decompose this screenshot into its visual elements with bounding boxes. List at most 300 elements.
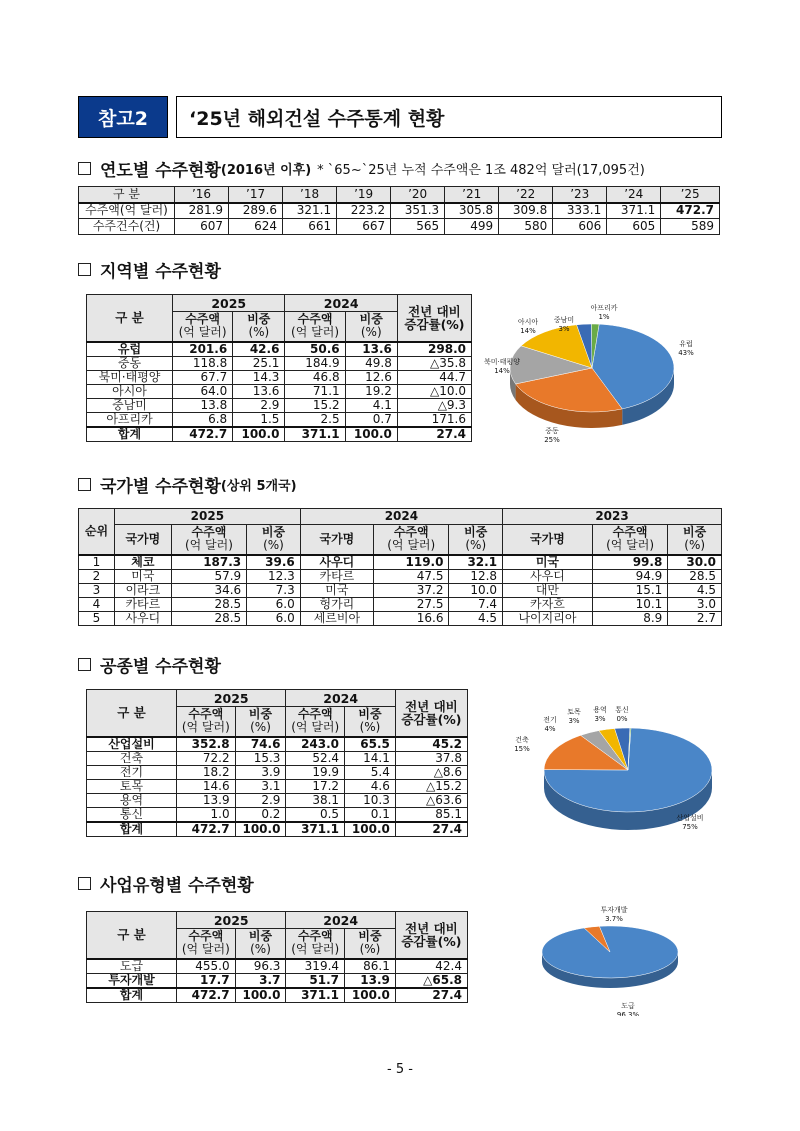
col-amount: 수주액 (억 달러) (592, 525, 667, 555)
cell: 100.0 (235, 822, 286, 837)
pie-percent-label: 0% (616, 715, 628, 723)
cell: 중남미 (87, 398, 173, 412)
col-rank: 순위 (79, 509, 115, 555)
table-row (79, 583, 722, 597)
cell: 합계 (87, 822, 177, 837)
table-row (87, 356, 472, 370)
cell: 13.8 (173, 398, 233, 412)
cell: 5 (79, 611, 115, 625)
cell: 32.1 (449, 555, 503, 570)
cell: 4.5 (668, 583, 722, 597)
cell: 7.3 (247, 583, 301, 597)
cell: 7.4 (449, 597, 503, 611)
table-row (79, 611, 722, 625)
cell: 합계 (87, 427, 173, 442)
cell: 3.1 (235, 779, 286, 793)
col-amount: 수주액 (억 달러) (286, 929, 345, 959)
section-region-title: 지역별 수주현황 (100, 262, 221, 282)
col-change: 전년 대비 증감률(%) (395, 690, 467, 737)
cell: 38.1 (286, 793, 345, 807)
pie-label: 유럽 (679, 340, 693, 348)
cell: 토목 (87, 779, 177, 793)
cell: 281.9 (175, 203, 229, 219)
cell: 0.2 (235, 807, 286, 822)
col-amount: 수주액 (억 달러) (177, 707, 236, 737)
section-country (78, 472, 297, 497)
cell: △9.3 (397, 398, 471, 412)
section-biztype-title: 사업유형별 수주현황 (100, 876, 254, 896)
pie-label: 도급 (621, 1002, 635, 1010)
work-table (86, 689, 468, 837)
year-col-label: 구 분 (79, 187, 175, 203)
section-region (78, 257, 221, 282)
cell: 13.6 (345, 342, 397, 357)
cell: 30.0 (668, 555, 722, 570)
cell: 1 (79, 555, 115, 570)
cell: 472.7 (177, 988, 236, 1003)
cell: 65.5 (345, 737, 396, 752)
pie-label: 용역 (593, 706, 607, 714)
section-work-title: 공종별 수주현황 (100, 657, 221, 677)
table-row (79, 597, 722, 611)
cell: 10.3 (345, 793, 396, 807)
cell: 사우디 (300, 555, 373, 570)
cell: 19.9 (286, 765, 345, 779)
cell: 산업설비 (87, 737, 177, 752)
cell: △8.6 (395, 765, 467, 779)
cell: 4 (79, 597, 115, 611)
table-row (87, 959, 468, 974)
col-share: 비중 (%) (345, 707, 396, 737)
table-row (87, 412, 472, 427)
cell: 100.0 (345, 988, 396, 1003)
cell: 세르비아 (300, 611, 373, 625)
section-year-sub: (2016년 이후) (220, 163, 312, 178)
cell: 10.1 (592, 597, 667, 611)
col-share: 비중 (%) (668, 525, 722, 555)
col-2023: 2023 (503, 509, 722, 525)
cell: 6.8 (173, 412, 233, 427)
cell: 25.1 (233, 356, 285, 370)
total-row (87, 427, 472, 442)
country-table (78, 508, 722, 626)
cell: 321.1 (283, 203, 337, 219)
col-gubun: 구 분 (87, 690, 177, 737)
cell: 6.0 (247, 597, 301, 611)
cell: 사우디 (503, 569, 593, 583)
cell: 243.0 (286, 737, 345, 752)
col-share: 비중 (%) (449, 525, 503, 555)
cell: 472.7 (177, 822, 236, 837)
pie-percent-label: 1% (598, 313, 610, 321)
pie-percent-label: 3% (594, 715, 606, 723)
table-row (87, 973, 468, 988)
col-gubun: 구 분 (87, 295, 173, 342)
cell: △35.8 (397, 356, 471, 370)
checkbox-square-icon (78, 478, 91, 491)
cell: 201.6 (173, 342, 233, 357)
cell: 헝가리 (300, 597, 373, 611)
col-2024: 2024 (286, 690, 395, 707)
cell: 14.6 (177, 779, 236, 793)
cell: 아프리카 (87, 412, 173, 427)
section-year (78, 156, 645, 181)
cell: 15.1 (592, 583, 667, 597)
cell: 119.0 (373, 555, 448, 570)
cell: 607 (175, 219, 229, 235)
cell: 13.9 (177, 793, 236, 807)
cell: 319.4 (286, 959, 345, 974)
cell: 1.0 (177, 807, 236, 822)
cell: 14.1 (345, 751, 396, 765)
cell: 305.8 (445, 203, 499, 219)
cell: 3.0 (668, 597, 722, 611)
cell: 565 (391, 219, 445, 235)
year-col: ’22 (499, 187, 553, 203)
cell: 1.5 (233, 412, 285, 427)
cell: 605 (607, 219, 661, 235)
pie-percent-label: 3% (558, 325, 570, 333)
cell: △15.2 (395, 779, 467, 793)
col-country: 국가명 (503, 525, 593, 555)
pie-label: 산업설비 (676, 814, 704, 822)
pie-label: 통신 (615, 706, 629, 714)
table-row (87, 779, 468, 793)
cell: 52.4 (286, 751, 345, 765)
cell: 96.3 (235, 959, 286, 974)
year-col: ’20 (391, 187, 445, 203)
year-col: ’19 (337, 187, 391, 203)
cell: 37.8 (395, 751, 467, 765)
checkbox-square-icon (78, 162, 91, 175)
col-amount: 수주액 (억 달러) (373, 525, 448, 555)
cell: 371.1 (285, 427, 345, 442)
cell: 3.9 (235, 765, 286, 779)
col-country: 국가명 (115, 525, 172, 555)
cell: 10.0 (449, 583, 503, 597)
cell: 27.4 (395, 822, 467, 837)
cell: 57.9 (171, 569, 246, 583)
cell: 미국 (115, 569, 172, 583)
cell: 15.3 (235, 751, 286, 765)
table-row (87, 398, 472, 412)
cell: 184.9 (285, 356, 345, 370)
table-row (87, 793, 468, 807)
cell: 건축 (87, 751, 177, 765)
cell: 309.8 (499, 203, 553, 219)
checkbox-square-icon (78, 877, 91, 890)
cell: 171.6 (397, 412, 471, 427)
cell: 580 (499, 219, 553, 235)
cell: 17.7 (177, 973, 236, 988)
cell: 42.6 (233, 342, 285, 357)
cell: 체코 (115, 555, 172, 570)
cell: 44.7 (397, 370, 471, 384)
cell: 661 (283, 219, 337, 235)
year-col: ’23 (553, 187, 607, 203)
cell: 100.0 (233, 427, 285, 442)
cell: 589 (661, 219, 720, 235)
cell: 27.5 (373, 597, 448, 611)
cell: 455.0 (177, 959, 236, 974)
col-2024: 2024 (300, 509, 502, 525)
section-year-title: 연도별 수주현황 (100, 161, 221, 181)
cell: 85.1 (395, 807, 467, 822)
cell: 37.2 (373, 583, 448, 597)
cell: 86.1 (345, 959, 396, 974)
col-2024: 2024 (286, 912, 395, 929)
col-2025: 2025 (173, 295, 285, 312)
cell: 12.8 (449, 569, 503, 583)
table-row (87, 370, 472, 384)
cell: 8.9 (592, 611, 667, 625)
cell: 도급 (87, 959, 177, 974)
year-col: ’18 (283, 187, 337, 203)
cell: 42.4 (395, 959, 467, 974)
cell: 북미·태평양 (87, 370, 173, 384)
row-label: 수주건수(건) (79, 219, 175, 235)
pie-percent-label: 15% (514, 745, 530, 753)
pie-label: 아프리카 (590, 304, 618, 312)
cell: 34.6 (171, 583, 246, 597)
cell: 472.7 (173, 427, 233, 442)
cell: 472.7 (661, 203, 720, 219)
pie-percent-label: 3.7% (605, 915, 623, 923)
cell: 투자개발 (87, 973, 177, 988)
pie-percent-label: 14% (494, 367, 510, 375)
cell: 통신 (87, 807, 177, 822)
cell: 카타르 (300, 569, 373, 583)
col-2025: 2025 (177, 912, 286, 929)
cell: 72.2 (177, 751, 236, 765)
cell: 이라크 (115, 583, 172, 597)
col-share: 비중 (%) (247, 525, 301, 555)
pie-label: 투자개발 (600, 906, 628, 914)
cell: 50.6 (285, 342, 345, 357)
cell: 351.3 (391, 203, 445, 219)
pie-label: 중남미 (553, 316, 575, 324)
total-row (87, 822, 468, 837)
cell: 0.1 (345, 807, 396, 822)
col-share: 비중 (%) (235, 707, 286, 737)
col-amount: 수주액 (억 달러) (171, 525, 246, 555)
col-share: 비중 (%) (345, 312, 397, 342)
cell: 6.0 (247, 611, 301, 625)
cell: 74.6 (235, 737, 286, 752)
cell: 16.6 (373, 611, 448, 625)
cell: 99.8 (592, 555, 667, 570)
cell: 46.8 (285, 370, 345, 384)
cell: 2 (79, 569, 115, 583)
cell: 사우디 (115, 611, 172, 625)
cell: 289.6 (229, 203, 283, 219)
cell: 64.0 (173, 384, 233, 398)
cell: 352.8 (177, 737, 236, 752)
pie-label: 건축 (515, 736, 529, 744)
pie-percent-label: 96.3% (616, 1011, 640, 1016)
year-col: ’21 (445, 187, 499, 203)
region-pie-chart (482, 296, 698, 456)
year-col: ’16 (175, 187, 229, 203)
cell: 100.0 (235, 988, 286, 1003)
cell: 미국 (300, 583, 373, 597)
year-col: ’25 (661, 187, 720, 203)
cell: 499 (445, 219, 499, 235)
pie-percent-label: 14% (520, 327, 536, 335)
cell: 17.2 (286, 779, 345, 793)
cell: 아시아 (87, 384, 173, 398)
cell: 118.8 (173, 356, 233, 370)
cell: 2.9 (235, 793, 286, 807)
table-row (87, 765, 468, 779)
col-amount: 수주액 (억 달러) (177, 929, 236, 959)
table-row (87, 751, 468, 765)
cell: 0.7 (345, 412, 397, 427)
pie-percent-label: 43% (678, 349, 694, 357)
cell: 27.4 (395, 988, 467, 1003)
table-row (87, 342, 472, 357)
year-col: ’24 (607, 187, 661, 203)
section-year-note: * `65~`25년 누적 수주액은 1조 482억 달러(17,095건) (317, 163, 645, 178)
table-row (79, 569, 722, 583)
cell: 4.5 (449, 611, 503, 625)
cell: 100.0 (345, 427, 397, 442)
col-gubun: 구 분 (87, 912, 177, 959)
total-row (87, 988, 468, 1003)
cell: 용역 (87, 793, 177, 807)
pie-label: 아시아 (517, 318, 539, 326)
cell: 2.5 (285, 412, 345, 427)
year-col: ’17 (229, 187, 283, 203)
table-row (87, 384, 472, 398)
cell: 대만 (503, 583, 593, 597)
col-2025: 2025 (177, 690, 286, 707)
cell: 51.7 (286, 973, 345, 988)
cell: 371.1 (607, 203, 661, 219)
cell: 12.6 (345, 370, 397, 384)
table-row (87, 737, 468, 752)
pie-label: 중동 (545, 427, 559, 435)
col-country: 국가명 (300, 525, 373, 555)
cell: 19.2 (345, 384, 397, 398)
cell: 13.9 (345, 973, 396, 988)
biztype-table (86, 911, 468, 1003)
pie-label: 북미·태평양 (483, 358, 521, 366)
cell: △10.0 (397, 384, 471, 398)
cell: 624 (229, 219, 283, 235)
cell: 47.5 (373, 569, 448, 583)
cell: 12.3 (247, 569, 301, 583)
section-country-sub: (상위 5개국) (220, 479, 297, 494)
cell: 45.2 (395, 737, 467, 752)
cell: 28.5 (171, 611, 246, 625)
col-share: 비중 (%) (233, 312, 285, 342)
pie-label: 전기 (543, 716, 557, 724)
year-table-header (79, 187, 720, 203)
cell: 14.3 (233, 370, 285, 384)
page-header (78, 96, 722, 138)
cell: 298.0 (397, 342, 471, 357)
cell: 28.5 (171, 597, 246, 611)
cell: 중동 (87, 356, 173, 370)
col-change: 전년 대비 증감률(%) (397, 295, 471, 342)
checkbox-square-icon (78, 658, 91, 671)
cell: 카자흐 (503, 597, 593, 611)
page-title: ‘25년 해외건설 수주통계 현황 (176, 96, 722, 138)
col-share: 비중 (%) (235, 929, 286, 959)
cell: 4.6 (345, 779, 396, 793)
work-pie-chart (508, 698, 716, 846)
pie-label: 토목 (567, 708, 581, 716)
pie-percent-label: 3% (568, 717, 580, 725)
cell: 15.2 (285, 398, 345, 412)
cell: 100.0 (345, 822, 396, 837)
cell: 71.1 (285, 384, 345, 398)
cell: 333.1 (553, 203, 607, 219)
cell: 67.7 (173, 370, 233, 384)
cell: 2.7 (668, 611, 722, 625)
cell: △65.8 (395, 973, 467, 988)
row-label: 수주액(억 달러) (79, 203, 175, 219)
cell: 28.5 (668, 569, 722, 583)
table-row (79, 219, 720, 235)
cell: 합계 (87, 988, 177, 1003)
region-table (86, 294, 472, 442)
cell: 606 (553, 219, 607, 235)
section-work (78, 652, 221, 677)
col-amount: 수주액 (억 달러) (286, 707, 345, 737)
cell: △63.6 (395, 793, 467, 807)
cell: 유럽 (87, 342, 173, 357)
cell: 0.5 (286, 807, 345, 822)
section-country-title: 국가별 수주현황 (100, 477, 221, 497)
pie-percent-label: 75% (682, 823, 698, 831)
cell: 카타르 (115, 597, 172, 611)
cell: 4.1 (345, 398, 397, 412)
pie-percent-label: 25% (544, 436, 560, 444)
cell: 49.8 (345, 356, 397, 370)
cell: 3 (79, 583, 115, 597)
page-number: - 5 - (387, 1062, 413, 1077)
cell: 187.3 (171, 555, 246, 570)
table-row (87, 807, 468, 822)
pie-percent-label: 4% (544, 725, 556, 733)
header-tag: 참고2 (78, 96, 168, 138)
cell: 371.1 (286, 822, 345, 837)
table-row (79, 203, 720, 219)
col-share: 비중 (%) (345, 929, 396, 959)
checkbox-square-icon (78, 263, 91, 276)
cell: 18.2 (177, 765, 236, 779)
section-biztype (78, 871, 254, 896)
cell: 미국 (503, 555, 593, 570)
cell: 223.2 (337, 203, 391, 219)
cell: 3.7 (235, 973, 286, 988)
cell: 39.6 (247, 555, 301, 570)
cell: 667 (337, 219, 391, 235)
cell: 5.4 (345, 765, 396, 779)
cell: 27.4 (397, 427, 471, 442)
cell: 13.6 (233, 384, 285, 398)
biztype-pie-chart (520, 904, 700, 1016)
cell: 2.9 (233, 398, 285, 412)
cell: 전기 (87, 765, 177, 779)
col-amount: 수주액 (억 달러) (173, 312, 233, 342)
col-2024: 2024 (285, 295, 397, 312)
col-amount: 수주액 (억 달러) (285, 312, 345, 342)
cell: 94.9 (592, 569, 667, 583)
cell: 나이지리아 (503, 611, 593, 625)
